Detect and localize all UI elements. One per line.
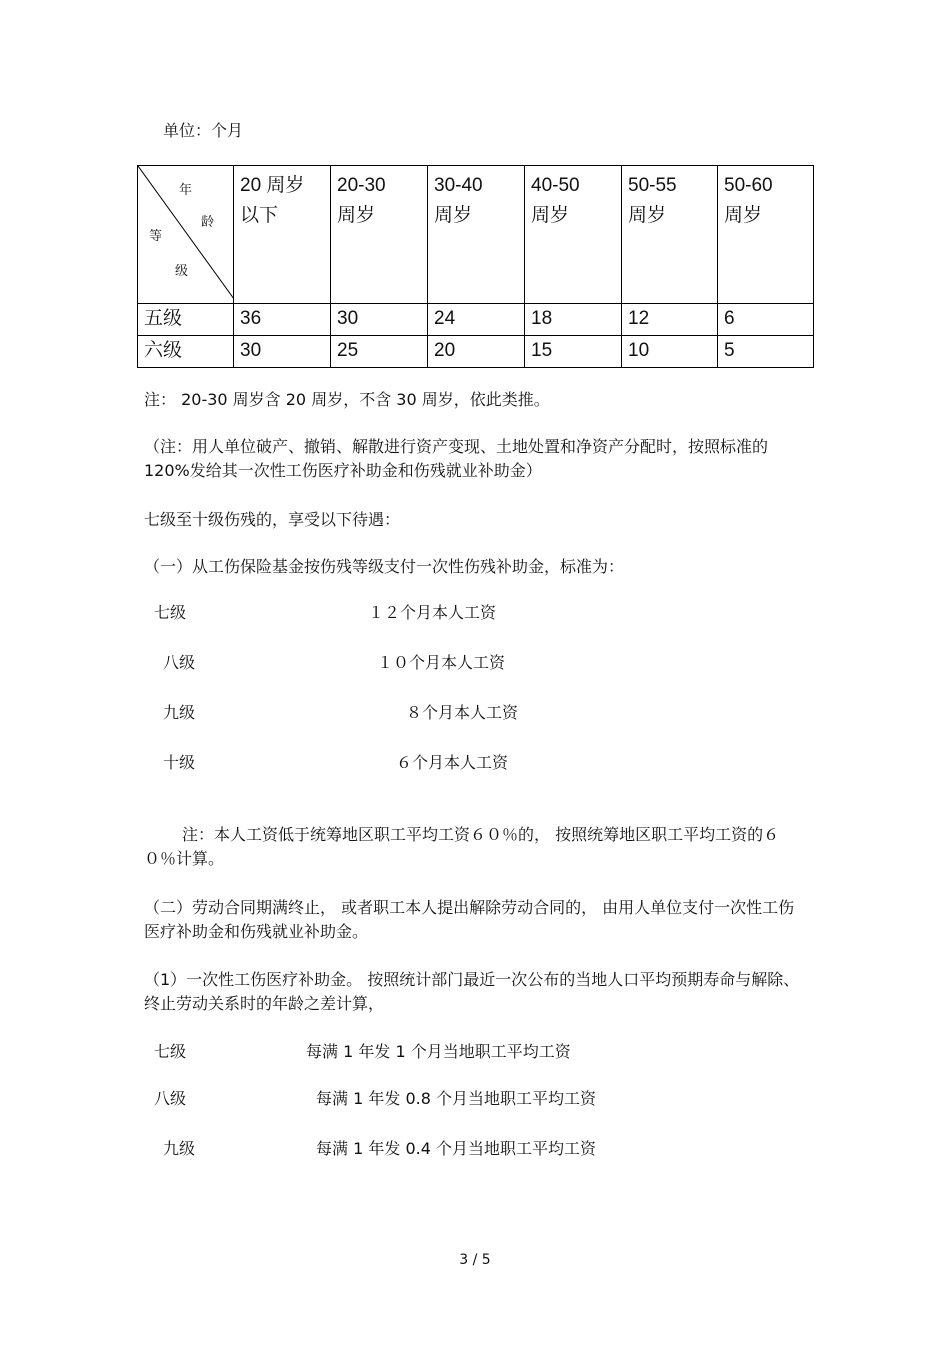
table-cell: 5 <box>718 336 814 368</box>
table-header-cell: 20 周岁 以下 <box>234 166 331 304</box>
corner-label: 年 <box>179 182 193 197</box>
corner-label: 龄 <box>201 214 215 229</box>
table-row <box>138 336 814 368</box>
paragraph-one-time-grant: （一）从工伤保险基金按伤残等级支付一次性伤残补助金，标准为： <box>144 557 625 576</box>
grant-amount: ８个月本人工资 <box>406 703 519 722</box>
grant-amount: １０个月本人工资 <box>377 653 506 672</box>
table-header-cell: 50-55 周岁 <box>622 166 718 304</box>
grant-amount: １２个月本人工资 <box>368 603 497 622</box>
table-corner-cell <box>138 166 234 304</box>
grant-grade: 九级 <box>163 703 196 722</box>
paragraph-contract-termination: （二）劳动合同期满终止， 或者职工本人提出解除劳动合同的， 由用人单位支付一次性工伤医疗补助金和伤残就业补助金。 <box>144 898 795 941</box>
corner-label: 等 <box>149 228 163 243</box>
grant-grade: 十级 <box>163 753 196 772</box>
page-number: 3 / 5 <box>459 1252 491 1268</box>
table-cell: 30 <box>234 336 331 368</box>
table-header-row <box>138 166 814 304</box>
age-range-note: 注： 20-30 周岁含 20 周岁，不含 30 周岁，依此类推。 <box>144 390 550 409</box>
grant-amount: 每满 1 年发 0.8 个月当地职工平均工资 <box>316 1089 596 1108</box>
table-header-cell: 20-30 周岁 <box>331 166 428 304</box>
table-cell: 15 <box>525 336 622 368</box>
table-cell: 36 <box>234 304 331 336</box>
table-cell: 30 <box>331 304 428 336</box>
paragraph-medical-grant: （1）一次性工伤医疗补助金。 按照统计部门最近一次公布的当地人口平均预期寿命与解除、终止劳动关系时的年龄之差计算， <box>144 970 800 1013</box>
corner-label: 级 <box>175 263 189 278</box>
grade-cell: 六级 <box>138 336 234 368</box>
grant-grade: 八级 <box>163 653 196 672</box>
table-cell: 25 <box>331 336 428 368</box>
grade-cell: 五级 <box>138 304 234 336</box>
grant-amount: 每满 1 年发 1 个月当地职工平均工资 <box>306 1042 571 1061</box>
compensation-table <box>137 165 814 368</box>
grant-amount: ６个月本人工资 <box>396 753 509 772</box>
table-cell: 10 <box>622 336 718 368</box>
grant-amount: 每满 1 年发 0.4 个月当地职工平均工资 <box>316 1139 596 1158</box>
table-header-cell: 50-60 周岁 <box>718 166 814 304</box>
table-row <box>138 304 814 336</box>
paragraph-grades-7-10: 七级至十级伤残的，享受以下待遇： <box>144 510 401 529</box>
table-header-cell: 30-40 周岁 <box>428 166 525 304</box>
table-cell: 12 <box>622 304 718 336</box>
table-cell: 18 <box>525 304 622 336</box>
grant-grade: 八级 <box>154 1089 187 1108</box>
table-cell: 6 <box>718 304 814 336</box>
unit-label: 单位：个月 <box>163 121 244 140</box>
table-header-cell: 40-50 周岁 <box>525 166 622 304</box>
bankruptcy-note: （注：用人单位破产、撤销、解散进行资产变现、土地处置和净资产分配时，按照标准的 120%发给其一次性工伤医疗补助金和伤残就业补助金） <box>144 437 769 480</box>
table-cell: 20 <box>428 336 525 368</box>
grant-grade: 七级 <box>154 1042 187 1061</box>
wage-note: 注：本人工资低于统筹地区职工平均工资６０％的， 按照统筹地区职工平均工资的６０％计算。 <box>144 825 780 868</box>
grant-grade: 七级 <box>154 603 187 622</box>
grant-grade: 九级 <box>163 1139 196 1158</box>
table-cell: 24 <box>428 304 525 336</box>
